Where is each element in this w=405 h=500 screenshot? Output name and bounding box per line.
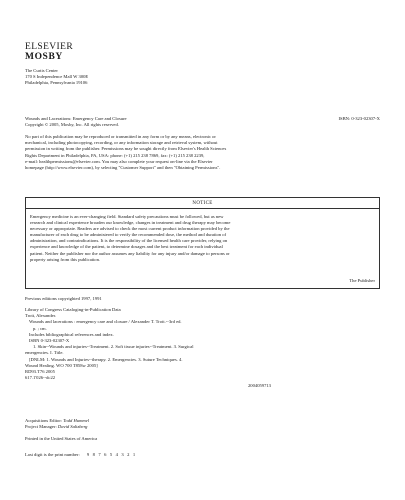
cip-lc-number: RD93.T76 2005 — [25, 369, 55, 375]
print-line — [25, 452, 135, 457]
cip-subjects-cont: emergencies. I. Title. — [25, 350, 64, 356]
cip-includes: Includes bibliographical references and index. — [29, 331, 114, 337]
notice-signature: The Publisher — [349, 278, 375, 283]
notice-box — [25, 197, 380, 289]
permissions-line: Rights Department in Philadelphia, PA, USA: phone: (+1) 215 238 7869, fax: (+1) 215 238 2239, — [25, 152, 205, 158]
publisher-logo-mosby: MOSBY — [25, 52, 63, 62]
cip-entry: Wounds and lacerations : emergency care and closure / Alexander T. Trott.--3rd ed. — [29, 319, 182, 325]
project-manager-name: David Saltzberg — [57, 424, 88, 429]
address-line: The Curtis Center — [25, 68, 58, 73]
notice-line: necessary or appropriate. Readers are advised to check the most current product information provided by the — [30, 226, 230, 232]
cip-heading: Library of Congress Cataloging-in-Publication Data — [25, 307, 121, 312]
permissions-paragraph — [25, 134, 380, 171]
project-manager — [25, 424, 87, 429]
permissions-line: No part of this publication may be reproduced or transmitted in any form or by any means, electronic or — [25, 134, 216, 139]
cip-pages: p. ; cm. — [33, 325, 47, 331]
cip-author: Trott, Alexander. — [25, 313, 57, 319]
cip-mesh: [DNLM: 1. Wounds and Injuries--therapy. 2. Emergencies. 3. Suture Techniques. 4. — [29, 356, 183, 362]
permissions-line: homepage (http://www.elsevier.com), by selecting "Customer Support" and then "Obtaining Permissions". — [25, 165, 221, 171]
title-line — [25, 116, 380, 121]
printed-in: Printed in the United States of America — [25, 436, 98, 441]
address-line: Philadelphia, Pennsylvania 19106 — [25, 80, 88, 86]
acquisitions-editor — [25, 418, 89, 423]
print-line-label: Last digit is the print number: — [25, 452, 80, 457]
cip-data-block — [25, 307, 193, 381]
permissions-line: mechanical, including photocopying, recording, or any information storage and retrieval system, without — [25, 140, 218, 146]
acquisitions-name: Todd Hummel — [63, 418, 90, 423]
print-line-digits: 9 8 7 6 5 4 3 2 1 — [86, 452, 136, 457]
publisher-logo-elsevier: ELSEVIER — [25, 42, 74, 52]
publisher-address — [25, 68, 88, 87]
previous-editions: Previous editions copyrighted 1997, 1991 — [25, 296, 102, 301]
notice-line: manufacturer of each drug to be administered to verify the recommended dose, the method and duration of — [30, 232, 227, 238]
cip-control-number: 2004059713 — [248, 383, 271, 388]
isbn-number: ISBN: 0-323-02307-X — [338, 116, 380, 121]
permissions-line: e-mail: healthpermissions@elsevier.com. You may also complete your request on-line via the Elsevier — [25, 158, 213, 164]
notice-line: research and clinical experience broaden our knowledge, changes in treatment and drug therapy may become — [30, 220, 231, 226]
project-manager-label: Project Manager: — [25, 424, 57, 429]
notice-line: administration, and contraindications. It is the responsibility of the licensed health care provider, relying on — [30, 238, 228, 244]
book-title: Wounds and Lacerations: Emergency Care and Closure — [25, 116, 127, 121]
permissions-line: permission in writing from the publisher. Permissions may be sought directly from Elsevier's Health Sciences — [25, 146, 227, 152]
address-line: 170 S Independence Mall W 300E — [25, 74, 89, 80]
cip-dewey-number: 617.1'026--dc22 — [25, 375, 56, 381]
notice-heading: NOTICE — [192, 201, 213, 206]
notice-line: patient. Neither the publisher nor the author assumes any liability for any injury and/or damage to persons or — [30, 250, 230, 256]
acquisitions-label: Acquisitions Editor: — [25, 418, 63, 423]
notice-divider — [26, 208, 379, 209]
notice-line: Emergency medicine is an ever-changing field. Standard safety precautions must be followed, but as new — [30, 214, 224, 219]
cip-subjects: 1. Skin--Wounds and injuries--Treatment. 2. Soft tissue injuries--Treatment. 3. Surgical — [33, 344, 194, 350]
copyright-notice: Copyright © 2005, Mosby, Inc. All rights reserved. — [25, 122, 119, 127]
cip-mesh-cont: Wound Healing. WO 700 T858w 2005] — [25, 362, 98, 368]
cip-isbn: ISBN 0-323-02307-X — [29, 338, 70, 344]
notice-line: experience and knowledge of the patient, to determine dosages and the best treatment for each individual — [30, 244, 223, 250]
notice-body — [30, 214, 375, 263]
notice-line: property arising from this publication. — [30, 256, 101, 262]
